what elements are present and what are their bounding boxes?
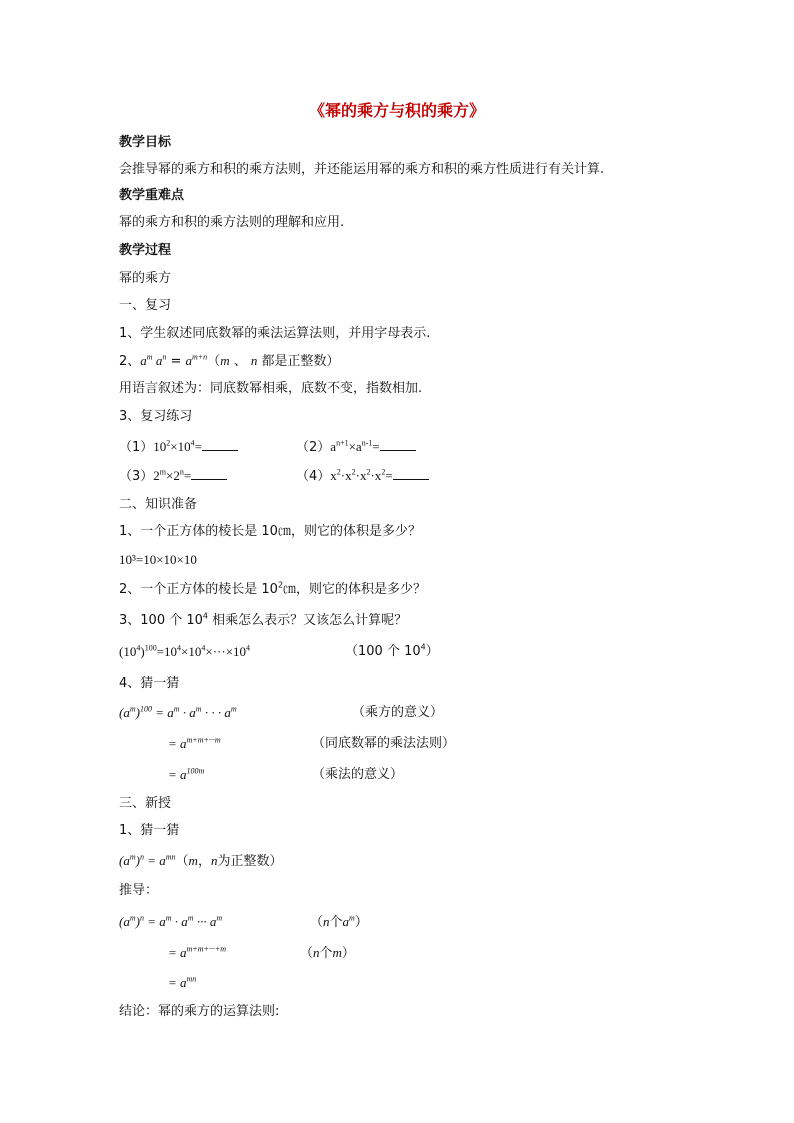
derive-step-3: = $a^{mn}$ — [168, 974, 197, 990]
guess-step-1: $(a^m)^{100} = a^m \cdot a^m$ · · · $a^m$ — [119, 704, 237, 720]
new-formula: $(a^m)^n = a^{mn}(m$，n为正整数） — [119, 852, 283, 869]
process-heading: 教学过程 — [119, 243, 172, 258]
document-title: 《幂的乘方与积的乘方》 — [308, 101, 485, 120]
derive-label: 推导： — [119, 883, 159, 898]
guess-step-3: = $a^{100m}$ — [168, 766, 205, 782]
guess-heading: 4、猜一猜 — [119, 676, 180, 691]
prep-item-2: 2、一个正方体的棱长是 $10^2㎝$，则它的体积是多少？ — [119, 580, 427, 597]
prep-item-3: 3、100 个 $10^4$ 相乘怎么表示？又该怎么计算呢？ — [119, 611, 408, 628]
guess-note-1: （乘方的意义） — [352, 705, 444, 720]
goal-text: 会推导幂的乘方和积的乘方法则，并还能运用幂的乘方和积的乘方性质进行有关计算. — [119, 162, 605, 177]
derive-note-1: （n个$a^m$） — [310, 913, 368, 930]
exercise-2: $(2)a^{n+1}\times a^{n-1}=$ — [296, 438, 416, 457]
derive-step-1: $(a^m)^n = a^m \cdot a^m$ ··· $a^m$ — [119, 913, 223, 929]
review-item-3: 3、复习练习 — [119, 409, 193, 424]
exercise-1: $(1)10^2\times 10^4=$ — [119, 438, 238, 457]
review-item-1: 1、学生叙述同底数幂的乘法运算法则，并用字母表示. — [119, 326, 431, 341]
derive-note-2: （n个m） — [300, 945, 355, 961]
review-verbal: 用语言叙述为：同底数幂相乘，底数不变，指数相加. — [119, 381, 423, 396]
derive-step-2: = $a^{m+m+\cdot\cdot\cdot+m}$ — [168, 944, 227, 960]
key-text: 幂的乘方和积的乘方法则的理解和应用. — [119, 215, 345, 230]
review-item-2: 2、$a^m$ $a^n = a^{m+n}(m$ 、 n 都是正整数） — [119, 352, 340, 369]
section-power: 幂的乘方 — [119, 271, 172, 286]
conclusion: 结论：幂的乘方的运算法则: — [119, 1004, 280, 1019]
prep-heading: 二、知识准备 — [119, 497, 198, 512]
key-heading: 教学重难点 — [119, 188, 185, 203]
prep-item-1: 1、一个正方体的棱长是 10㎝，则它的体积是多少？ — [119, 524, 421, 539]
guess-step-2: = $a^{m+m+\cdot\cdot\cdot m}$ — [168, 735, 221, 751]
exercise-4: $(4)x^2\cdot x^2\cdot x^2\cdot x^2=$ — [296, 467, 429, 486]
review-heading: 一、复习 — [119, 298, 172, 313]
new-heading: 三、新授 — [119, 796, 172, 811]
guess-note-3: （乘法的意义） — [312, 767, 404, 782]
prep-item-3-note: （100 个 $10^4$） — [345, 642, 439, 659]
prep-item-3-formula: $(10^4)^{100}=10^4\times 10^4\times\cdot\cdot\cdot\times 10^4$ — [119, 643, 251, 659]
exercise-3: $(3)2^m\times 2^n=$ — [119, 467, 227, 486]
new-item-1: 1、猜一猜 — [119, 823, 180, 838]
goal-heading: 教学目标 — [119, 135, 172, 150]
guess-note-2: （同底数幂的乘法法则） — [312, 736, 456, 751]
prep-item-1-answer: 10³=10×10×10 — [119, 552, 197, 567]
